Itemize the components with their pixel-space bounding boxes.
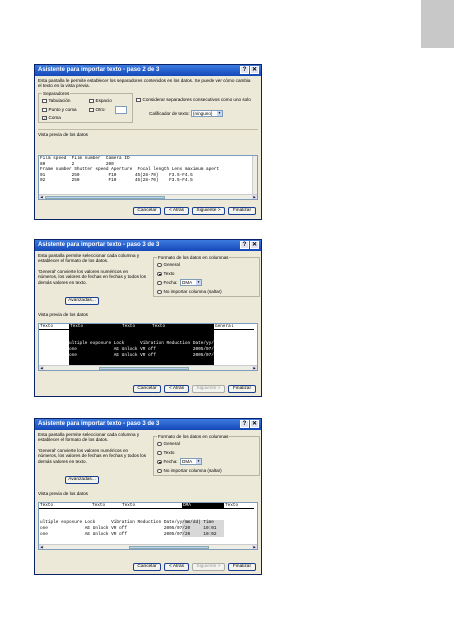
date-label: Fecha: [163, 280, 178, 285]
space-checkbox[interactable] [89, 98, 112, 103]
column-format-label: Formato de los datos en columnas [158, 255, 229, 260]
text-label: Texto [163, 450, 175, 455]
separators-label: Separadores [43, 91, 70, 96]
column-header[interactable]: Texto [224, 503, 254, 509]
import-wizard-step2-dialog [34, 64, 262, 220]
data-preview [38, 155, 258, 200]
dialog-title: Asistente para importar texto - paso 3 de 3 [38, 421, 160, 427]
qualifier-select[interactable]: {ninguno} ▼ [191, 110, 223, 117]
divider [38, 129, 258, 130]
column-header[interactable]: DMA [182, 503, 224, 509]
preview-line: Film speed Film number Camera ID [40, 156, 130, 161]
space-label: Espacio [95, 98, 112, 103]
dialog-title: Asistente para importar texto - paso 2 de 3 [38, 67, 160, 73]
cancel-button[interactable]: Cancelar [133, 207, 161, 215]
title-bar [35, 65, 261, 76]
column-header[interactable]: Texto [121, 324, 151, 330]
preview-label: Vista previa de los datos [38, 491, 88, 496]
intro-text: Esta pantalla permite seleccionar cada columna y establecer el formato de los datos. [38, 253, 140, 264]
column-header[interactable]: Texto [39, 503, 91, 509]
semicolon-label: Punto y coma [48, 107, 77, 112]
advanced-button[interactable]: Avanzadas... [65, 476, 99, 484]
import-wizard-step3-date-dialog [34, 418, 262, 575]
qualifier-label: Calificador de texto: [149, 111, 190, 116]
page-tab-marker [421, 0, 454, 48]
column-format-label: Formato de los datos en columnas [158, 434, 229, 439]
date-format-select[interactable]: DMA ▼ [180, 458, 202, 465]
intro-text: Esta pantalla permite seleccionar cada columna y establecer el formato de los datos. [38, 432, 140, 443]
semicolon-checkbox[interactable] [42, 107, 77, 112]
preview-line: 02 250 F10 45(28-70) F3.5-F4.5 [40, 178, 193, 184]
back-button[interactable]: < Atrás [164, 563, 189, 571]
preview-row: one AE Unlock VR off 2005/07/20 10:01 [40, 526, 217, 531]
finish-button[interactable]: Finalizar [228, 207, 256, 215]
date-radio[interactable] [157, 280, 178, 285]
title-bar [35, 419, 261, 430]
preview-row: n setting Multiple exposure Lock Vibration Reduction Date/yy/mm [40, 341, 220, 346]
skip-column-label: No importar columna (saltar) [163, 289, 222, 294]
back-button[interactable]: < Atrás [164, 207, 189, 215]
data-preview [38, 323, 258, 371]
other-label: Otro: [95, 107, 106, 112]
cancel-button[interactable]: Cancelar [133, 385, 161, 393]
horizontal-scrollbar[interactable]: ◀ ▶ [40, 366, 256, 370]
column-header[interactable]: Texto [69, 324, 121, 330]
help-icon[interactable]: ? [240, 241, 249, 249]
general-note: 'General' convierte los valores numéricos en números, los valores de fechas en fechas y todos los demás valores en texto. [38, 269, 147, 285]
preview-row: ultiple exposure Lock Vibration Reduction Date/yy/mm/dd) Time [40, 520, 214, 525]
next-button[interactable]: Siguiente > [192, 207, 225, 215]
other-checkbox[interactable] [89, 107, 106, 112]
other-input[interactable] [115, 106, 127, 114]
tab-checkbox[interactable] [42, 98, 70, 103]
date-radio[interactable] [157, 459, 178, 464]
advanced-button[interactable]: Avanzadas... [65, 297, 99, 305]
general-radio[interactable] [157, 441, 180, 446]
dialog-title: Asistente para importar texto - paso 3 de 3 [38, 242, 160, 248]
date-label: Fecha: [163, 459, 178, 464]
help-icon[interactable]: ? [240, 66, 249, 74]
general-radio[interactable] [157, 262, 180, 267]
finish-button[interactable]: Finalizar [228, 385, 256, 393]
preview-label: Vista previa de los datos [38, 312, 88, 317]
text-radio[interactable] [157, 450, 174, 455]
import-wizard-step3-dialog [34, 239, 262, 397]
column-header[interactable]: Texto [121, 503, 182, 509]
skip-column-label: No importar columna (saltar) [163, 468, 222, 473]
general-label: General [163, 262, 180, 267]
preview-line: 80 2 200 [40, 161, 114, 167]
comma-checkbox[interactable]: ✓ Coma [43, 115, 61, 121]
preview-line: 01 250 F10 45(28-70) F3.5-F4.5 [40, 172, 193, 178]
skip-column-radio[interactable] [157, 468, 222, 473]
data-preview [38, 502, 258, 550]
vertical-scrollbar[interactable] [252, 156, 257, 194]
close-icon[interactable]: ✕ [251, 421, 258, 427]
column-format-group [153, 436, 260, 476]
separators-group [38, 93, 133, 123]
consecutive-label: Considerar separadores consecutivos como uno solo [142, 97, 251, 102]
title-bar [35, 240, 261, 251]
cancel-button[interactable]: Cancelar [133, 563, 161, 571]
intro-text: Esta pantalla le permite establecer los separadores contenidos en los datos. Se puede ver cómo cambia el texto en la vista previa. [38, 78, 251, 89]
close-icon[interactable]: ✕ [251, 67, 258, 73]
next-button: Siguiente > [192, 563, 225, 571]
general-label: General [163, 441, 180, 446]
general-note: 'General' convierte los valores numéricos en números, los valores de fechas en fechas y todos los demás valores en texto. [38, 448, 147, 464]
help-icon[interactable]: ? [240, 420, 249, 428]
text-label: Texto [163, 271, 175, 276]
column-format-group [153, 257, 260, 297]
close-icon[interactable]: ✕ [251, 242, 258, 248]
finish-button[interactable]: Finalizar [228, 563, 256, 571]
horizontal-scrollbar[interactable]: ◀ ▶ [40, 545, 256, 549]
column-header[interactable]: Texto [39, 324, 69, 330]
preview-row: one AE Unlock VR off 2005/07/20 10:02 [40, 532, 217, 537]
preview-row: oto flash None AE Unlock VR off 2005/07/20 [40, 347, 220, 352]
consecutive-checkbox[interactable] [136, 97, 251, 102]
preview-label: Vista previa de los datos [38, 132, 88, 137]
column-header[interactable]: General [214, 324, 254, 330]
preview-row: oto flash None AE Unlock VR off 2005/07/20 [40, 353, 220, 358]
comma-label: Coma [48, 115, 61, 120]
back-button[interactable]: < Atrás [164, 385, 189, 393]
horizontal-scrollbar[interactable]: ◀ ▶ [40, 195, 256, 199]
column-header[interactable]: Texto [91, 503, 121, 509]
next-button: Siguiente > [192, 385, 225, 393]
text-radio[interactable] [157, 271, 174, 276]
skip-column-radio[interactable] [157, 289, 222, 294]
date-format-select[interactable]: DMA ▼ [180, 279, 202, 286]
tab-label: Tabulación [48, 98, 71, 103]
preview-line: Frame number Shutter speed Aperture Focal length Lens maximum apert [40, 167, 220, 173]
column-header[interactable]: Texto [151, 324, 214, 330]
